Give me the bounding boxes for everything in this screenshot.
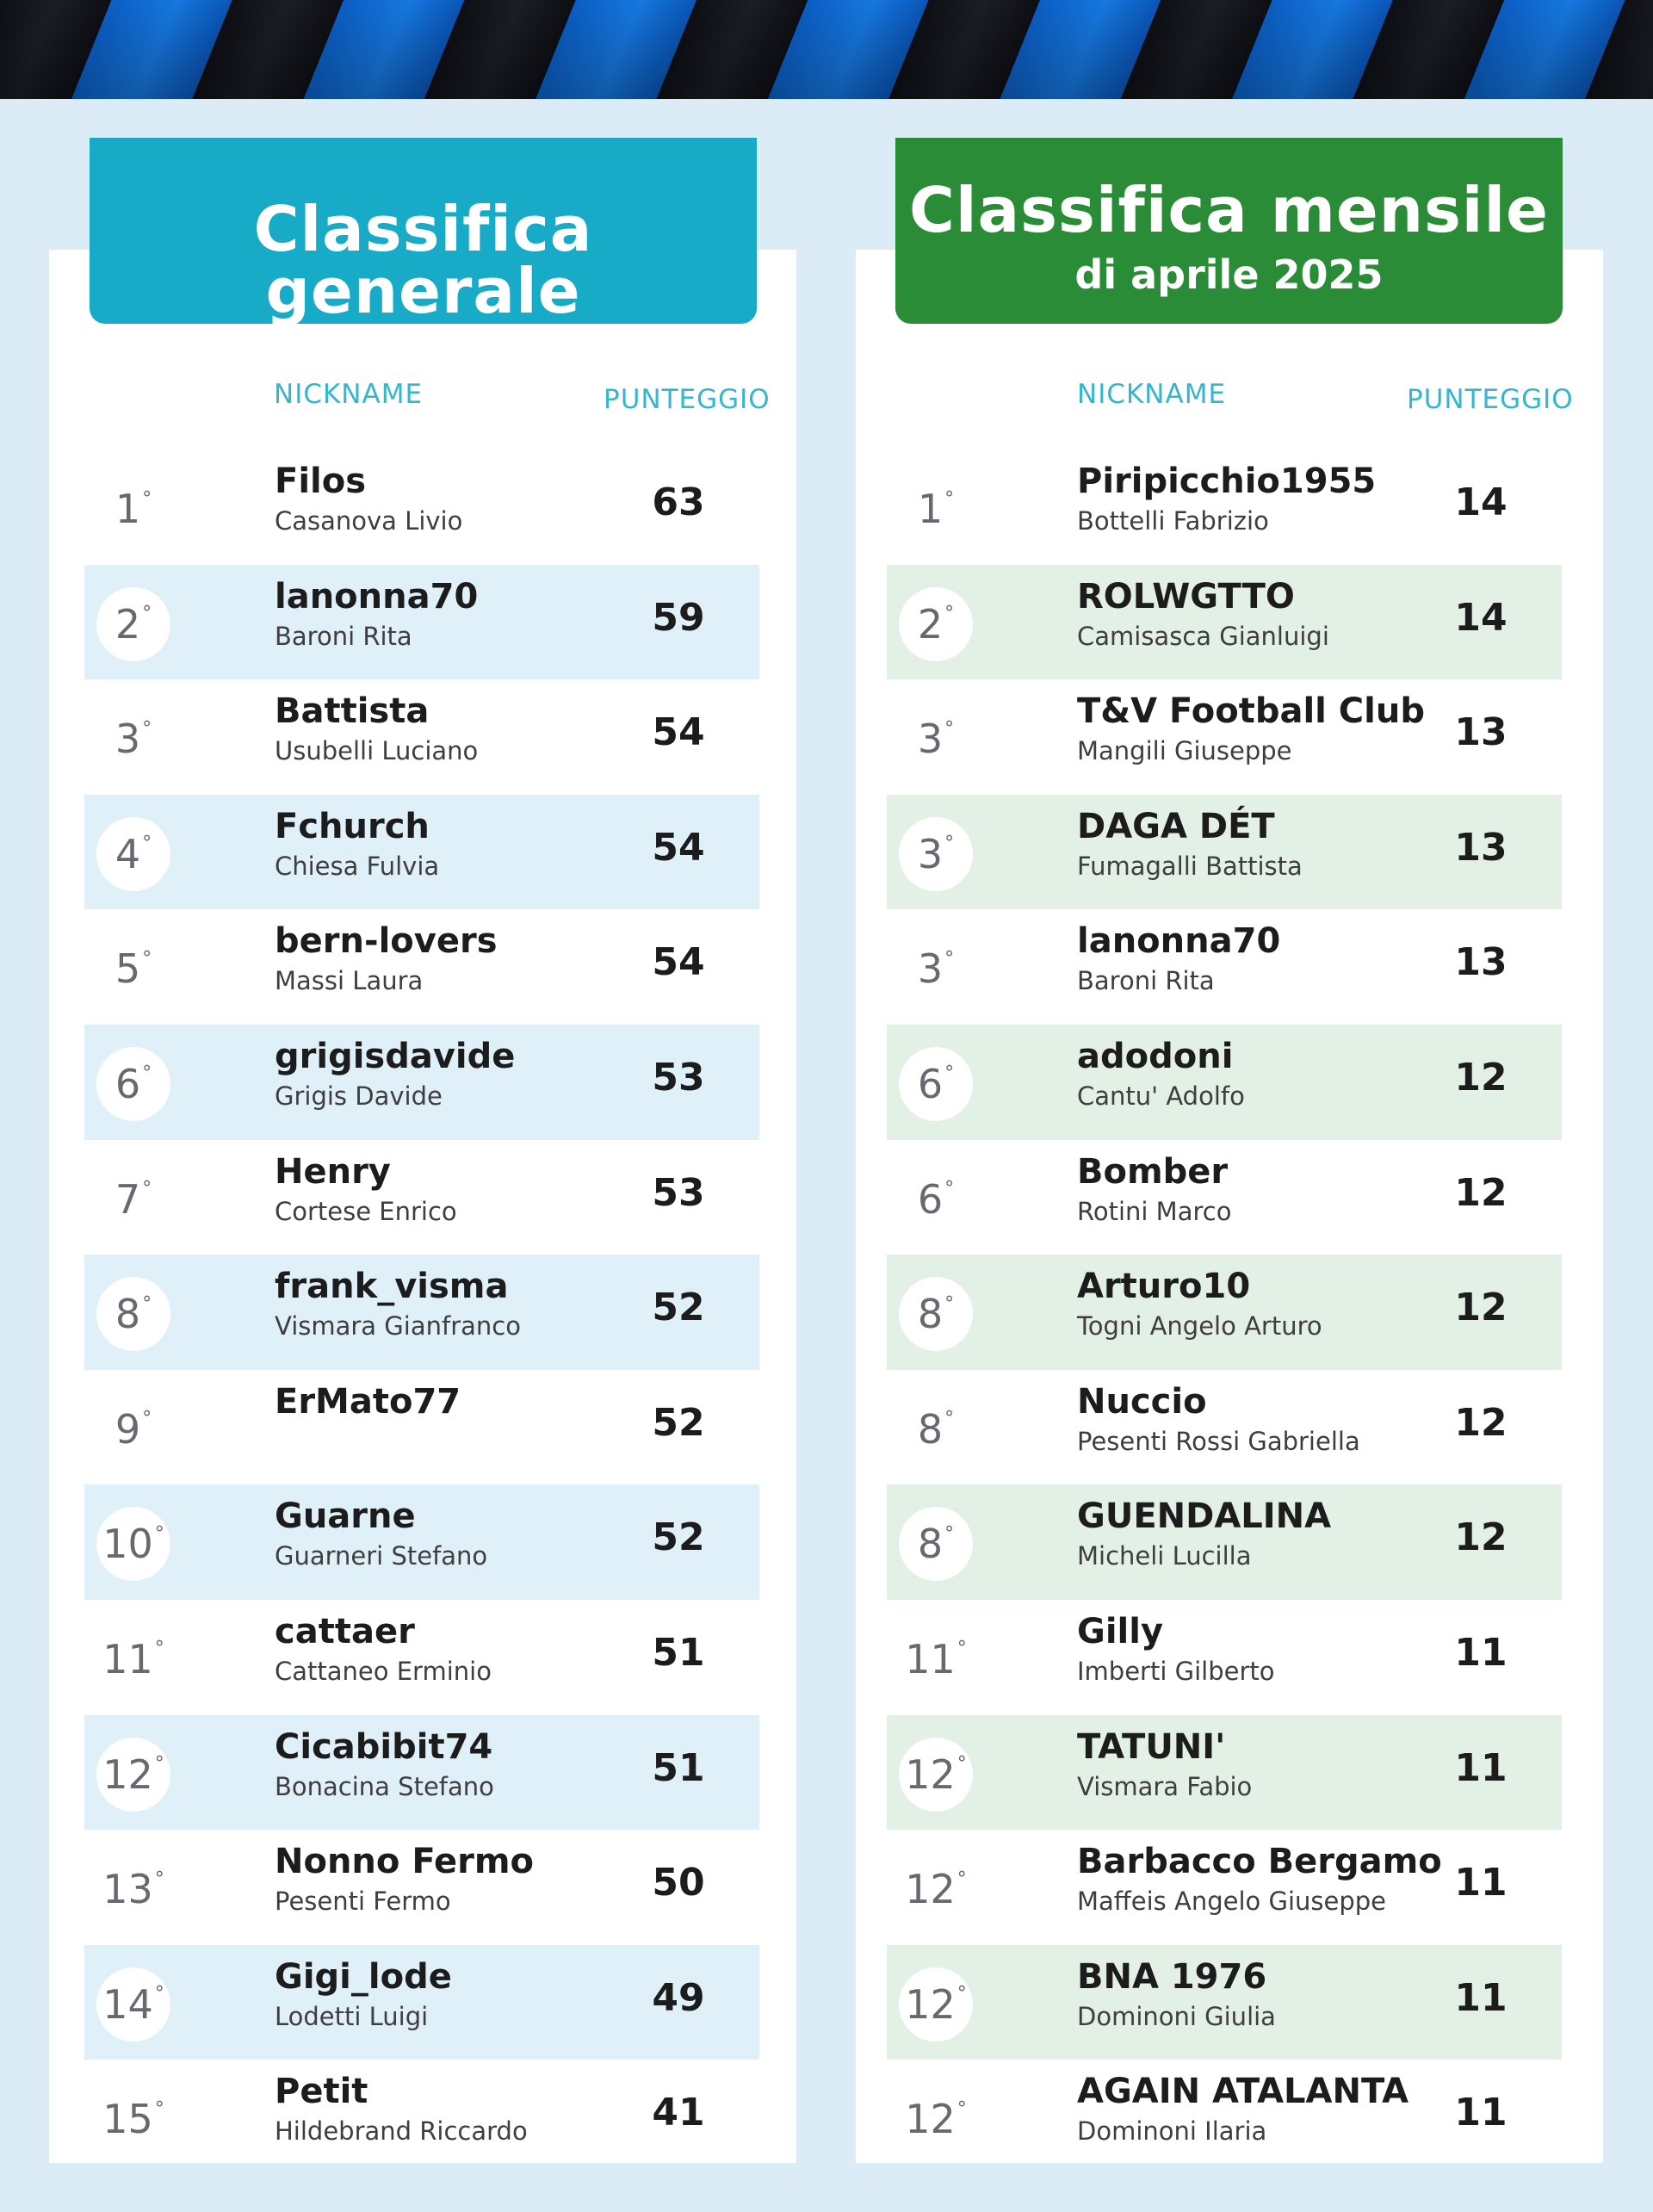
player-real-name: Hildebrand Riccardo	[275, 2116, 528, 2147]
rank-number: 3	[917, 716, 944, 763]
player-score: 12	[1454, 1055, 1508, 1100]
ranking-row	[84, 1370, 759, 1485]
player-real-name: Camisasca Gianluigi	[1077, 621, 1329, 651]
player-nickname: Petit	[275, 2072, 368, 2112]
player-score: 11	[1454, 1630, 1508, 1675]
player-nickname: grigisdavide	[275, 1036, 516, 1076]
player-score: 54	[652, 940, 705, 985]
rank-position	[899, 1622, 973, 1696]
player-real-name: Grigis Davide	[275, 1081, 443, 1111]
rank-position	[96, 702, 170, 776]
rank-position	[96, 1277, 170, 1351]
rank-number: 8	[115, 1291, 141, 1338]
rank-position	[96, 817, 170, 891]
player-nickname: cattaer	[275, 1611, 415, 1651]
rank-position	[899, 1507, 973, 1581]
player-score: 54	[652, 710, 705, 755]
player-nickname: frank_visma	[275, 1267, 509, 1307]
rank-number: 5	[115, 945, 141, 993]
rank-position	[899, 1047, 973, 1121]
player-real-name: Cortese Enrico	[275, 1196, 457, 1226]
player-real-name: Micheli Lucilla	[1077, 1541, 1252, 1571]
player-score: 52	[652, 1515, 705, 1560]
rank-degree-symbol: °	[142, 1063, 152, 1085]
player-score: 14	[1454, 595, 1508, 640]
ranking-row	[887, 1600, 1562, 1715]
ranking-row	[84, 795, 759, 910]
ranking-row	[84, 679, 759, 795]
player-nickname: BNA 1976	[1077, 1956, 1267, 1997]
ranking-row	[887, 909, 1562, 1025]
player-real-name: Massi Laura	[275, 966, 424, 996]
rank-number: 11	[102, 1635, 153, 1682]
player-real-name: Cattaneo Erminio	[275, 1656, 492, 1686]
player-real-name: Cantu' Adolfo	[1077, 1081, 1245, 1111]
player-real-name: Bottelli Fabrizio	[1077, 506, 1269, 536]
ranking-row	[84, 909, 759, 1025]
rank-number: 14	[102, 1980, 153, 2028]
rank-number: 1	[917, 486, 944, 532]
ranking-row	[84, 1715, 759, 1831]
rank-position	[96, 1507, 170, 1581]
ranking-row	[84, 1484, 759, 1600]
ranking-row	[887, 1945, 1562, 2060]
player-real-name: Baroni Rita	[275, 621, 412, 651]
rank-degree-symbol: °	[154, 1868, 164, 1890]
player-nickname: ErMato77	[275, 1381, 461, 1422]
rank-position	[899, 1277, 973, 1351]
monthly-ranking-subtitle: di aprile 2025	[1074, 251, 1384, 298]
rank-number: 8	[917, 1291, 944, 1338]
rank-degree-symbol: °	[944, 833, 955, 855]
header-banner-image	[0, 0, 1653, 99]
rank-number: 1	[115, 486, 141, 532]
player-nickname: DAGA DÉT	[1077, 806, 1275, 846]
general-ranking-title: Classifica generale	[253, 193, 593, 327]
player-nickname: AGAIN ATALANTA	[1077, 2072, 1409, 2112]
rank-number: 6	[917, 1175, 944, 1223]
player-score: 49	[652, 1975, 705, 2020]
ranking-row	[84, 449, 759, 565]
rank-position	[96, 1738, 170, 1812]
player-real-name: Bonacina Stefano	[275, 1771, 494, 1801]
general-ranking-list	[84, 449, 759, 2175]
monthly-ranking-list	[887, 449, 1562, 2175]
player-score: 53	[652, 1055, 705, 1100]
player-real-name: Dominoni Ilaria	[1077, 2116, 1267, 2147]
player-real-name: Fumagalli Battista	[1077, 851, 1303, 881]
player-nickname: Filos	[275, 462, 367, 501]
player-score: 53	[652, 1170, 705, 1215]
player-score: 12	[1454, 1286, 1508, 1330]
player-nickname: Cicabibit74	[275, 1726, 493, 1767]
monthly-nickname-column-header: NICKNAME	[1077, 379, 1227, 410]
ranking-row	[887, 679, 1562, 795]
rank-position	[899, 817, 973, 891]
player-real-name: Pesenti Rossi Gabriella	[1077, 1426, 1360, 1456]
player-score: 13	[1454, 710, 1508, 755]
player-real-name: Togni Angelo Arturo	[1077, 1311, 1322, 1341]
player-score: 52	[652, 1286, 705, 1330]
rank-number: 4	[115, 830, 141, 877]
rank-degree-symbol: °	[944, 1292, 955, 1315]
rank-degree-symbol: °	[142, 947, 152, 970]
player-real-name: Mangili Giuseppe	[1077, 736, 1292, 766]
ranking-row	[887, 1255, 1562, 1370]
rank-degree-symbol: °	[944, 947, 955, 970]
rank-position	[96, 1852, 170, 1926]
rank-degree-symbol: °	[957, 1868, 967, 1890]
ranking-row	[84, 1830, 759, 1945]
rank-position	[96, 1622, 170, 1696]
rank-degree-symbol: °	[957, 1638, 967, 1660]
player-score: 11	[1454, 1975, 1508, 2020]
ranking-row	[84, 1600, 759, 1715]
rank-position	[899, 702, 973, 776]
player-nickname: Barbacco Bergamo	[1077, 1842, 1442, 1882]
player-real-name: Rotini Marco	[1077, 1196, 1232, 1226]
rank-degree-symbol: °	[154, 2097, 164, 2120]
player-real-name: Casanova Livio	[275, 506, 463, 536]
rank-number: 12	[905, 1750, 956, 1798]
rank-degree-symbol: °	[944, 1522, 955, 1545]
general-score-column-header: PUNTEGGIO	[604, 384, 771, 415]
rank-degree-symbol: °	[154, 1638, 164, 1660]
rank-degree-symbol: °	[957, 1753, 967, 1775]
rank-position	[899, 932, 973, 1006]
rank-position	[899, 2082, 973, 2156]
rank-degree-symbol: °	[142, 1408, 152, 1430]
player-score: 41	[652, 2091, 705, 2135]
ranking-row	[887, 449, 1562, 565]
rank-degree-symbol: °	[944, 1408, 955, 1430]
ranking-row	[84, 565, 759, 680]
player-nickname: Fchurch	[275, 806, 430, 846]
player-score: 54	[652, 825, 705, 870]
player-score: 13	[1454, 825, 1508, 870]
player-real-name: Vismara Gianfranco	[275, 1311, 521, 1341]
rank-degree-symbol: °	[944, 603, 955, 625]
rank-position	[899, 1967, 973, 2042]
rank-degree-symbol: °	[154, 1522, 164, 1545]
ranking-row	[84, 1255, 759, 1370]
player-real-name: Dominoni Giulia	[1077, 2001, 1276, 2031]
rank-position	[96, 472, 170, 546]
player-score: 11	[1454, 1861, 1508, 1905]
rank-number: 8	[917, 1521, 944, 1568]
player-score: 12	[1454, 1170, 1508, 1215]
player-real-name: Vismara Fabio	[1077, 1771, 1253, 1801]
monthly-score-column-header: PUNTEGGIO	[1407, 384, 1574, 415]
rank-degree-symbol: °	[142, 717, 152, 740]
rank-number: 9	[115, 1405, 141, 1453]
player-score: 12	[1454, 1400, 1508, 1445]
rank-degree-symbol: °	[944, 487, 955, 510]
player-score: 14	[1454, 480, 1508, 524]
rank-number: 12	[905, 1866, 956, 1913]
rank-degree-symbol: °	[142, 487, 152, 510]
player-nickname: Arturo10	[1077, 1267, 1251, 1307]
ranking-row	[887, 1025, 1562, 1140]
rank-position	[96, 2082, 170, 2156]
rank-number: 6	[115, 1060, 141, 1107]
rank-position	[899, 1852, 973, 1926]
player-score: 12	[1454, 1515, 1508, 1560]
rank-degree-symbol: °	[957, 1983, 967, 2005]
rank-position	[96, 1392, 170, 1466]
player-nickname: Guarne	[275, 1496, 416, 1537]
rank-number: 2	[917, 600, 944, 647]
ranking-row	[887, 1140, 1562, 1255]
player-nickname: lanonna70	[275, 576, 479, 617]
player-nickname: ROLWGTTO	[1077, 576, 1295, 617]
ranking-row	[84, 1945, 759, 2060]
monthly-ranking-title: Classifica mensile	[909, 174, 1549, 246]
general-nickname-column-header: NICKNAME	[274, 379, 424, 410]
rank-position	[96, 1967, 170, 2042]
player-nickname: bern-lovers	[275, 921, 498, 962]
player-nickname: Battista	[275, 691, 430, 732]
player-nickname: Gilly	[1077, 1611, 1164, 1651]
rank-position	[96, 1047, 170, 1121]
player-nickname: Nonno Fermo	[275, 1842, 535, 1882]
rank-degree-symbol: °	[944, 1063, 955, 1085]
rank-number: 13	[102, 1866, 153, 1913]
rank-degree-symbol: °	[944, 717, 955, 740]
rank-number: 15	[102, 2096, 153, 2143]
rank-degree-symbol: °	[142, 1292, 152, 1315]
rank-degree-symbol: °	[142, 603, 152, 625]
player-score: 13	[1454, 940, 1508, 985]
rank-degree-symbol: °	[154, 1753, 164, 1775]
rank-position	[899, 1392, 973, 1466]
rank-number: 12	[905, 1980, 956, 2028]
rank-degree-symbol: °	[142, 1178, 152, 1200]
rank-position	[96, 932, 170, 1006]
player-nickname: Piripicchio1955	[1077, 462, 1377, 501]
rank-number: 6	[917, 1060, 944, 1107]
rank-degree-symbol: °	[154, 1983, 164, 2005]
player-real-name: Lodetti Luigi	[275, 2001, 429, 2031]
rank-number: 3	[917, 945, 944, 993]
rank-position	[899, 472, 973, 546]
rank-number: 7	[115, 1175, 141, 1223]
rank-position	[96, 587, 170, 661]
ranking-row	[84, 1140, 759, 1255]
player-real-name: Maffeis Angelo Giuseppe	[1077, 1887, 1387, 1917]
ranking-row	[887, 1484, 1562, 1600]
player-nickname: Nuccio	[1077, 1381, 1207, 1422]
rank-number: 3	[917, 830, 944, 877]
rank-position	[96, 1162, 170, 1236]
monthly-ranking-header	[895, 138, 1563, 324]
ranking-row	[887, 1715, 1562, 1831]
rank-number: 12	[905, 2096, 956, 2143]
player-nickname: adodoni	[1077, 1036, 1234, 1076]
rank-degree-symbol: °	[944, 1178, 955, 1200]
ranking-row	[84, 2060, 759, 2175]
player-real-name: Chiesa Fulvia	[275, 851, 440, 881]
rank-number: 12	[102, 1750, 153, 1798]
player-real-name: Guarneri Stefano	[275, 1541, 488, 1571]
ranking-row	[887, 1370, 1562, 1485]
rank-number: 8	[917, 1405, 944, 1453]
player-nickname: Bomber	[1077, 1151, 1229, 1192]
rank-degree-symbol: °	[142, 833, 152, 855]
player-score: 52	[652, 1400, 705, 1445]
rank-number: 3	[115, 716, 141, 763]
rank-position	[899, 1738, 973, 1812]
player-nickname: GUENDALINA	[1077, 1496, 1332, 1537]
rank-number: 10	[102, 1521, 153, 1568]
player-nickname: lanonna70	[1077, 921, 1281, 962]
player-real-name: Imberti Gilberto	[1077, 1656, 1275, 1686]
ranking-row	[887, 2060, 1562, 2175]
player-real-name: Baroni Rita	[1077, 966, 1215, 996]
player-nickname: Gigi_lode	[275, 1956, 452, 1997]
player-real-name: Usubelli Luciano	[275, 736, 479, 766]
player-nickname: T&V Football Club	[1077, 691, 1425, 732]
player-score: 51	[652, 1630, 705, 1675]
rank-position	[899, 587, 973, 661]
player-real-name: Pesenti Fermo	[275, 1887, 451, 1917]
player-score: 50	[652, 1861, 705, 1905]
player-nickname: Henry	[275, 1151, 391, 1192]
player-nickname: TATUNI'	[1077, 1726, 1226, 1767]
rank-number: 11	[905, 1635, 956, 1682]
player-score: 63	[652, 480, 705, 524]
rank-number: 2	[115, 600, 141, 647]
player-score: 11	[1454, 1745, 1508, 1790]
ranking-row	[887, 795, 1562, 910]
ranking-row	[887, 565, 1562, 680]
rank-degree-symbol: °	[957, 2097, 967, 2120]
rank-position	[899, 1162, 973, 1236]
ranking-row	[84, 1025, 759, 1140]
player-score: 51	[652, 1745, 705, 1790]
player-score: 11	[1454, 2091, 1508, 2135]
ranking-row	[887, 1830, 1562, 1945]
player-score: 59	[652, 595, 705, 640]
general-ranking-header	[90, 138, 757, 327]
